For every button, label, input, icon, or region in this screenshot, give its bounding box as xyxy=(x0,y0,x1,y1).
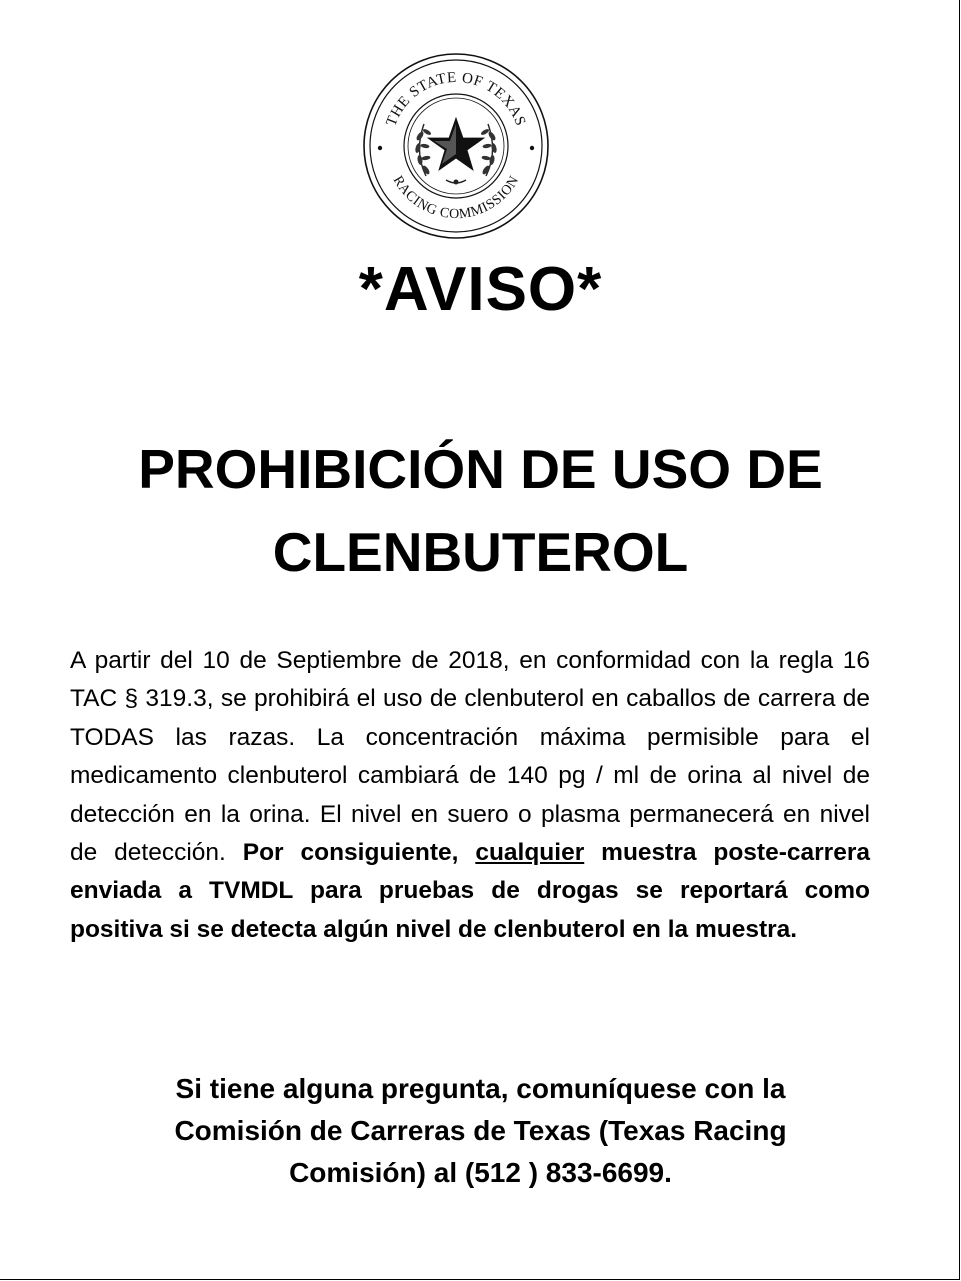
texas-racing-commission-seal xyxy=(362,52,550,240)
body-bold-text-b: muestra poste-carrera enviada a TVMDL para pruebas de drogas se reportará como positiva si se detecta algún nivel de clenbuterol en la muestra. xyxy=(70,839,870,943)
headline-line-2: CLENBUTEROL xyxy=(272,521,689,583)
notice-title: *AVISO* xyxy=(358,255,603,324)
headline xyxy=(60,428,901,594)
page-border-bottom xyxy=(0,1279,960,1280)
body-bold-text-a: Por consiguiente, xyxy=(242,839,459,867)
contact-block xyxy=(80,1068,881,1194)
seal-top-text: THE STATE OF TEXAS xyxy=(383,69,529,129)
body-plain-text: A partir del 10 de Septiembre de 2018, en conformidad con la regla 16 TAC § 319.3, se prohibirá el uso de clenbuterol en caballos de carrera de TODAS las razas. La concentración máxima permisible para el medicamento clenbuterol cambiará de 140 pg / ml de orina al nivel de detección en la orina. El nivel en suero o plasma permanecerá en nivel de detección. xyxy=(70,647,870,867)
contact-line-3: Comisión) al (512 ) 833-6699. xyxy=(289,1157,672,1188)
headline-line-1: PROHIBICIÓN DE USO DE xyxy=(138,438,823,500)
body-bold-underlined-word: cualquier xyxy=(475,839,585,867)
page-border-right xyxy=(959,0,960,1279)
body-paragraph xyxy=(70,642,870,949)
seal-bottom-text: RACING COMMISSION xyxy=(389,173,523,223)
contact-line-2: Comisión de Carreras de Texas (Texas Racing xyxy=(174,1115,787,1146)
contact-line-1: Si tiene alguna pregunta, comuníquese con la xyxy=(175,1073,786,1104)
